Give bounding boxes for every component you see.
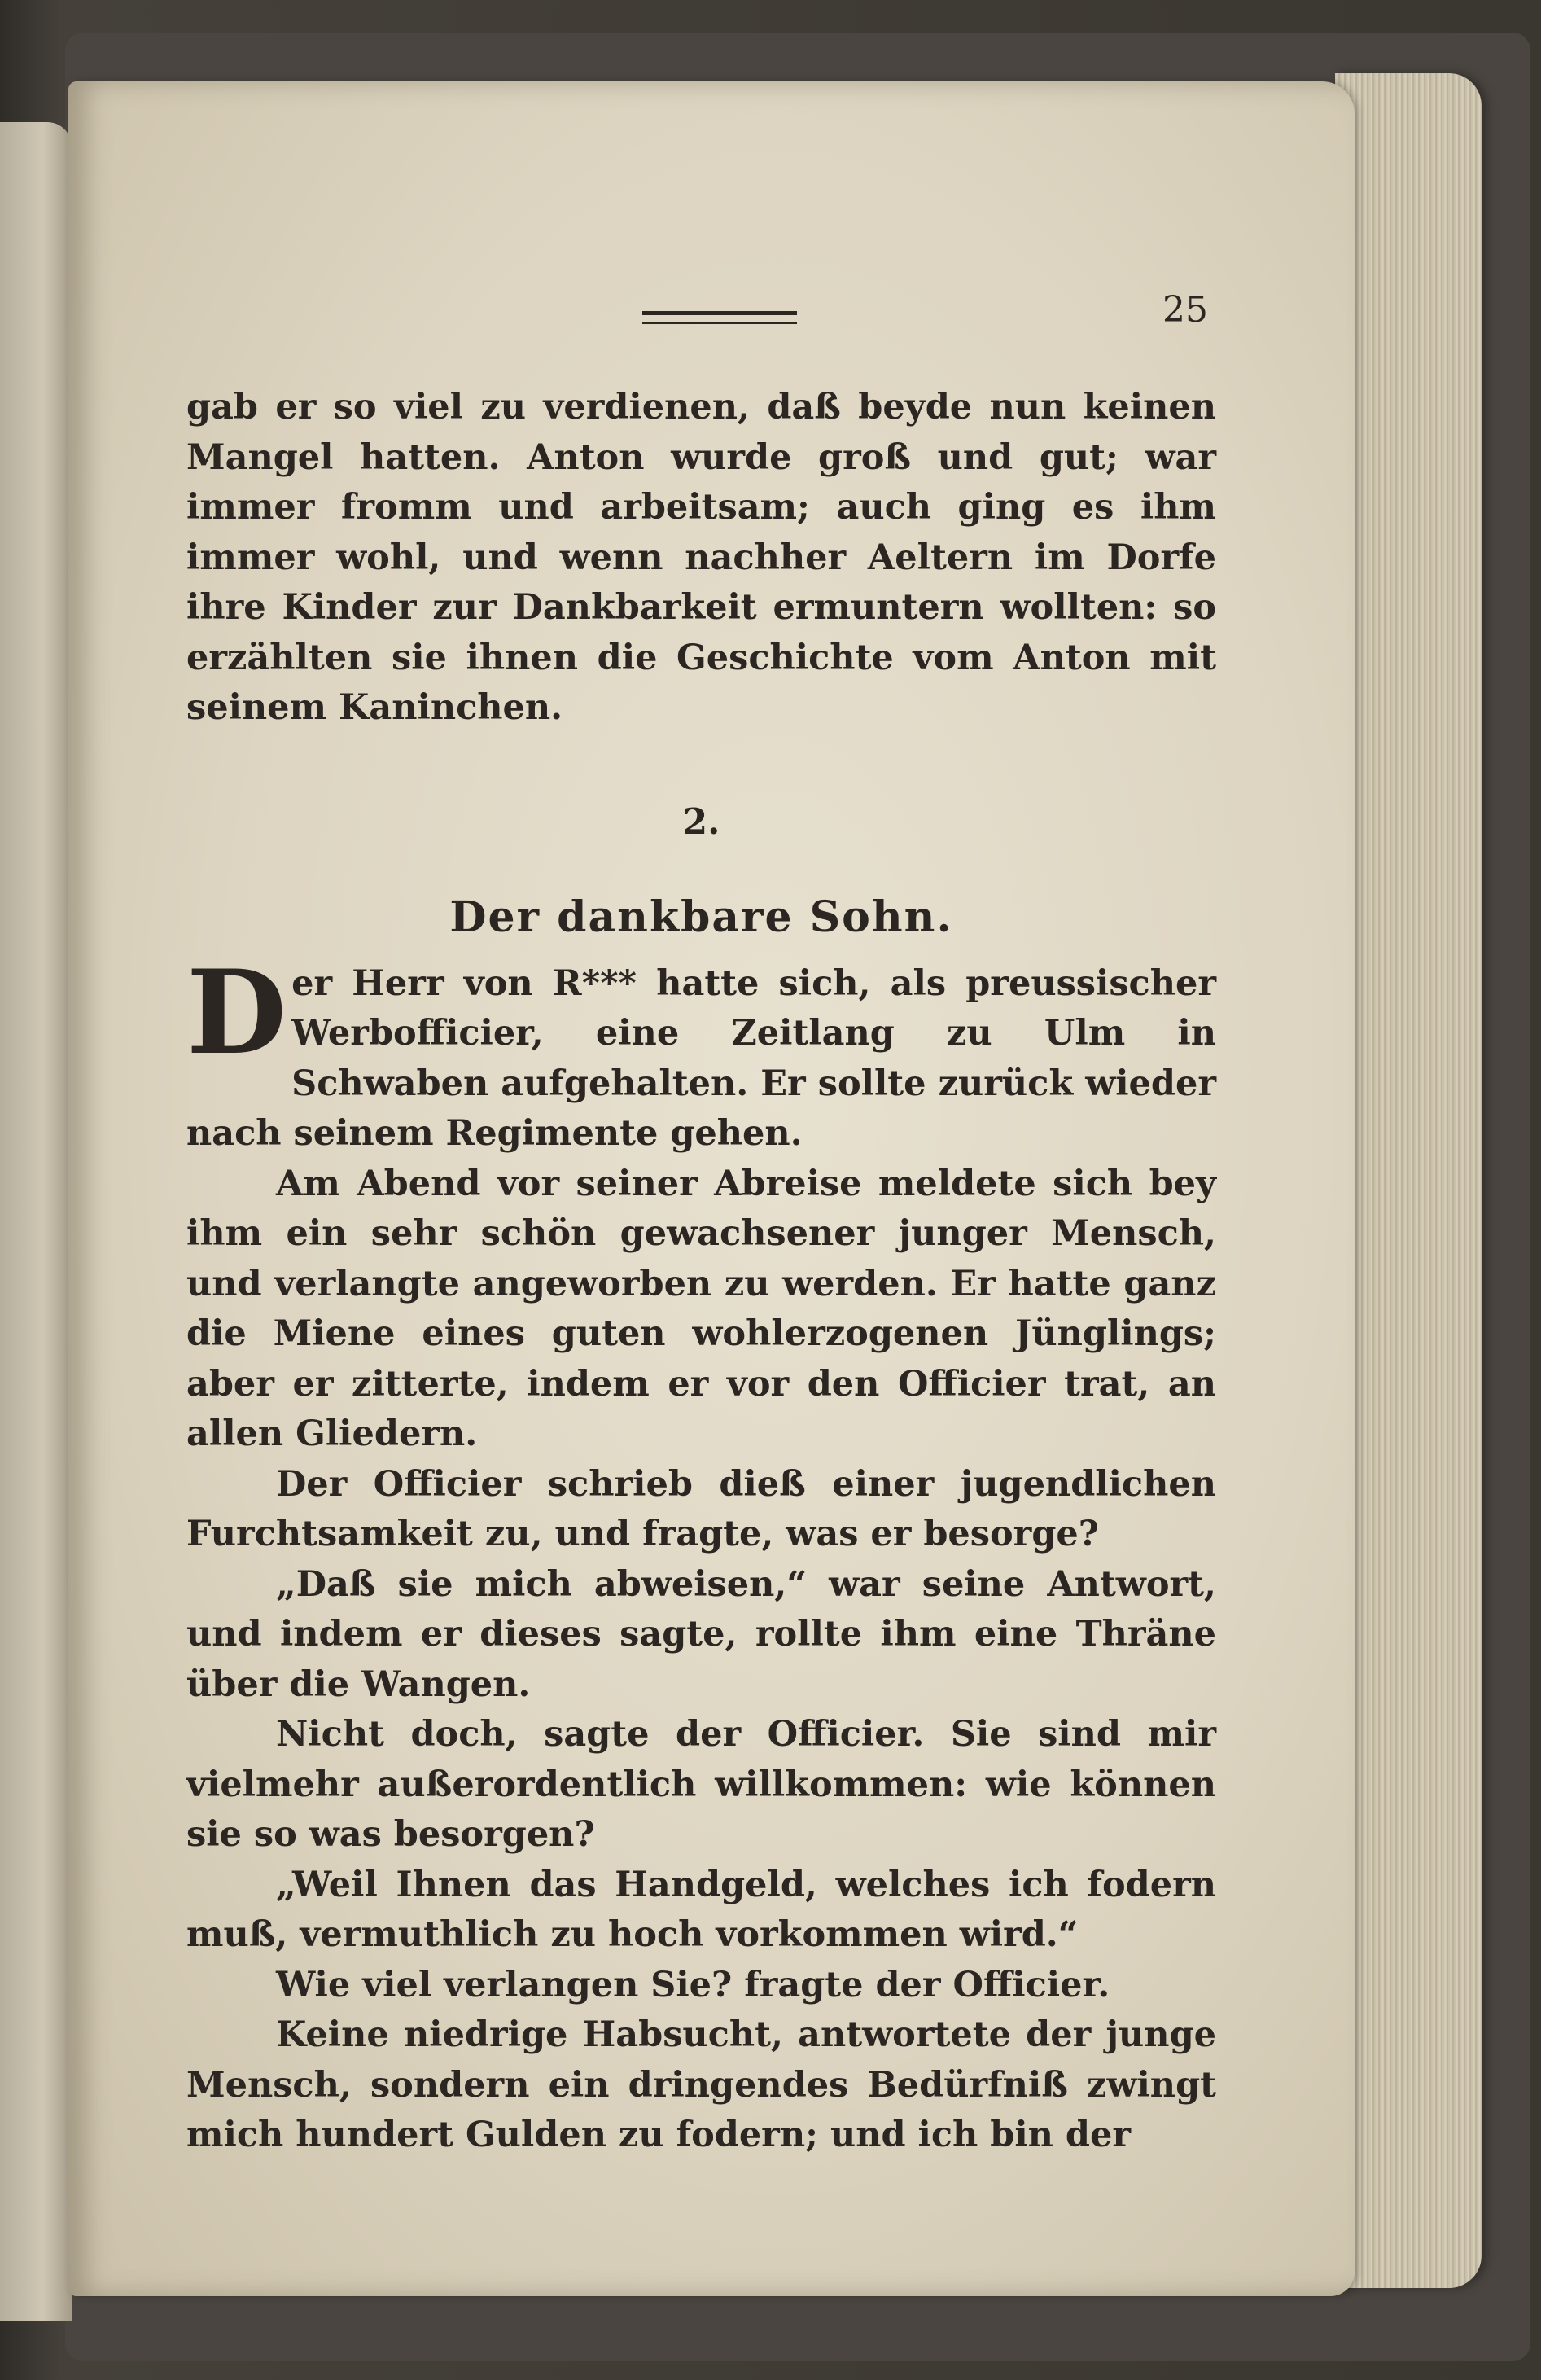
page-edges bbox=[1335, 73, 1482, 2288]
section-number: 2. bbox=[682, 800, 720, 843]
paragraph: „Weil Ihnen das Handgeld, welches ich fodern muß, vermuthlich zu hoch vorkommen wird.“ bbox=[186, 1864, 1216, 1955]
drop-cap: D bbox=[186, 945, 287, 1080]
running-head bbox=[186, 285, 1216, 383]
paragraph: gab er so viel zu verdienen, daß beyde nun keinen Mangel hatten. Anton wurde groß und gut; war immer fromm und arbeitsam; auch ging es ihm immer wohl, und wenn nachher Aeltern im Dorfe ihre Kinder zur Dankbarkeit ermuntern wollten: so erzählten sie ihnen die Geschichte vom Anton mit seinem Kaninchen. bbox=[186, 387, 1216, 728]
paragraph: „Daß sie mich abweisen,“ war seine Antwort, und indem er dieses sagte, rollte ihm eine Thräne über die Wangen. bbox=[186, 1563, 1216, 1705]
paragraph: Wie viel verlangen Sie? fragte der Officier. bbox=[276, 1964, 1110, 2005]
book-page bbox=[68, 81, 1355, 2296]
paragraph: Der Officier schrieb dieß einer jugendlichen Furchtsamkeit zu, und fragte, was er besorge? bbox=[186, 1463, 1216, 1554]
head-ornament-rule bbox=[642, 311, 797, 324]
page-text bbox=[186, 285, 1216, 2161]
opening-paragraph bbox=[186, 945, 1216, 1159]
opening-paragraph-text: er Herr von R*** hatte sich, als preussischer Werbofficier, eine Zeitlang zu Ulm in Schwaben aufgehalten. Er sollte zurück wieder nach seinem Regimente gehen. bbox=[186, 962, 1216, 1154]
paragraph: Nicht doch, sagte der Officier. Sie sind mir vielmehr außerordentlich willkommen: wie können sie so was besorgen? bbox=[186, 1714, 1216, 1855]
facing-page-edge bbox=[0, 122, 72, 2321]
page-number: 25 bbox=[1162, 289, 1208, 331]
paragraph: Am Abend vor seiner Abreise meldete sich bey ihm ein sehr schön gewachsener junger Mensch, und verlangte angeworben zu werden. Er hatte ganz die Miene eines guten wohlerzogenen Jünglings; aber er zitterte, indem er vor den Officier trat, an allen Gliedern. bbox=[186, 1163, 1216, 1454]
paragraph: Keine niedrige Habsucht, antwortete der junge Mensch, sondern ein dringendes Bedürfniß zwingt mich hundert Gulden zu fodern; und ich bin der bbox=[186, 2014, 1216, 2155]
chapter-title: Der dankbare Sohn. bbox=[449, 892, 953, 942]
